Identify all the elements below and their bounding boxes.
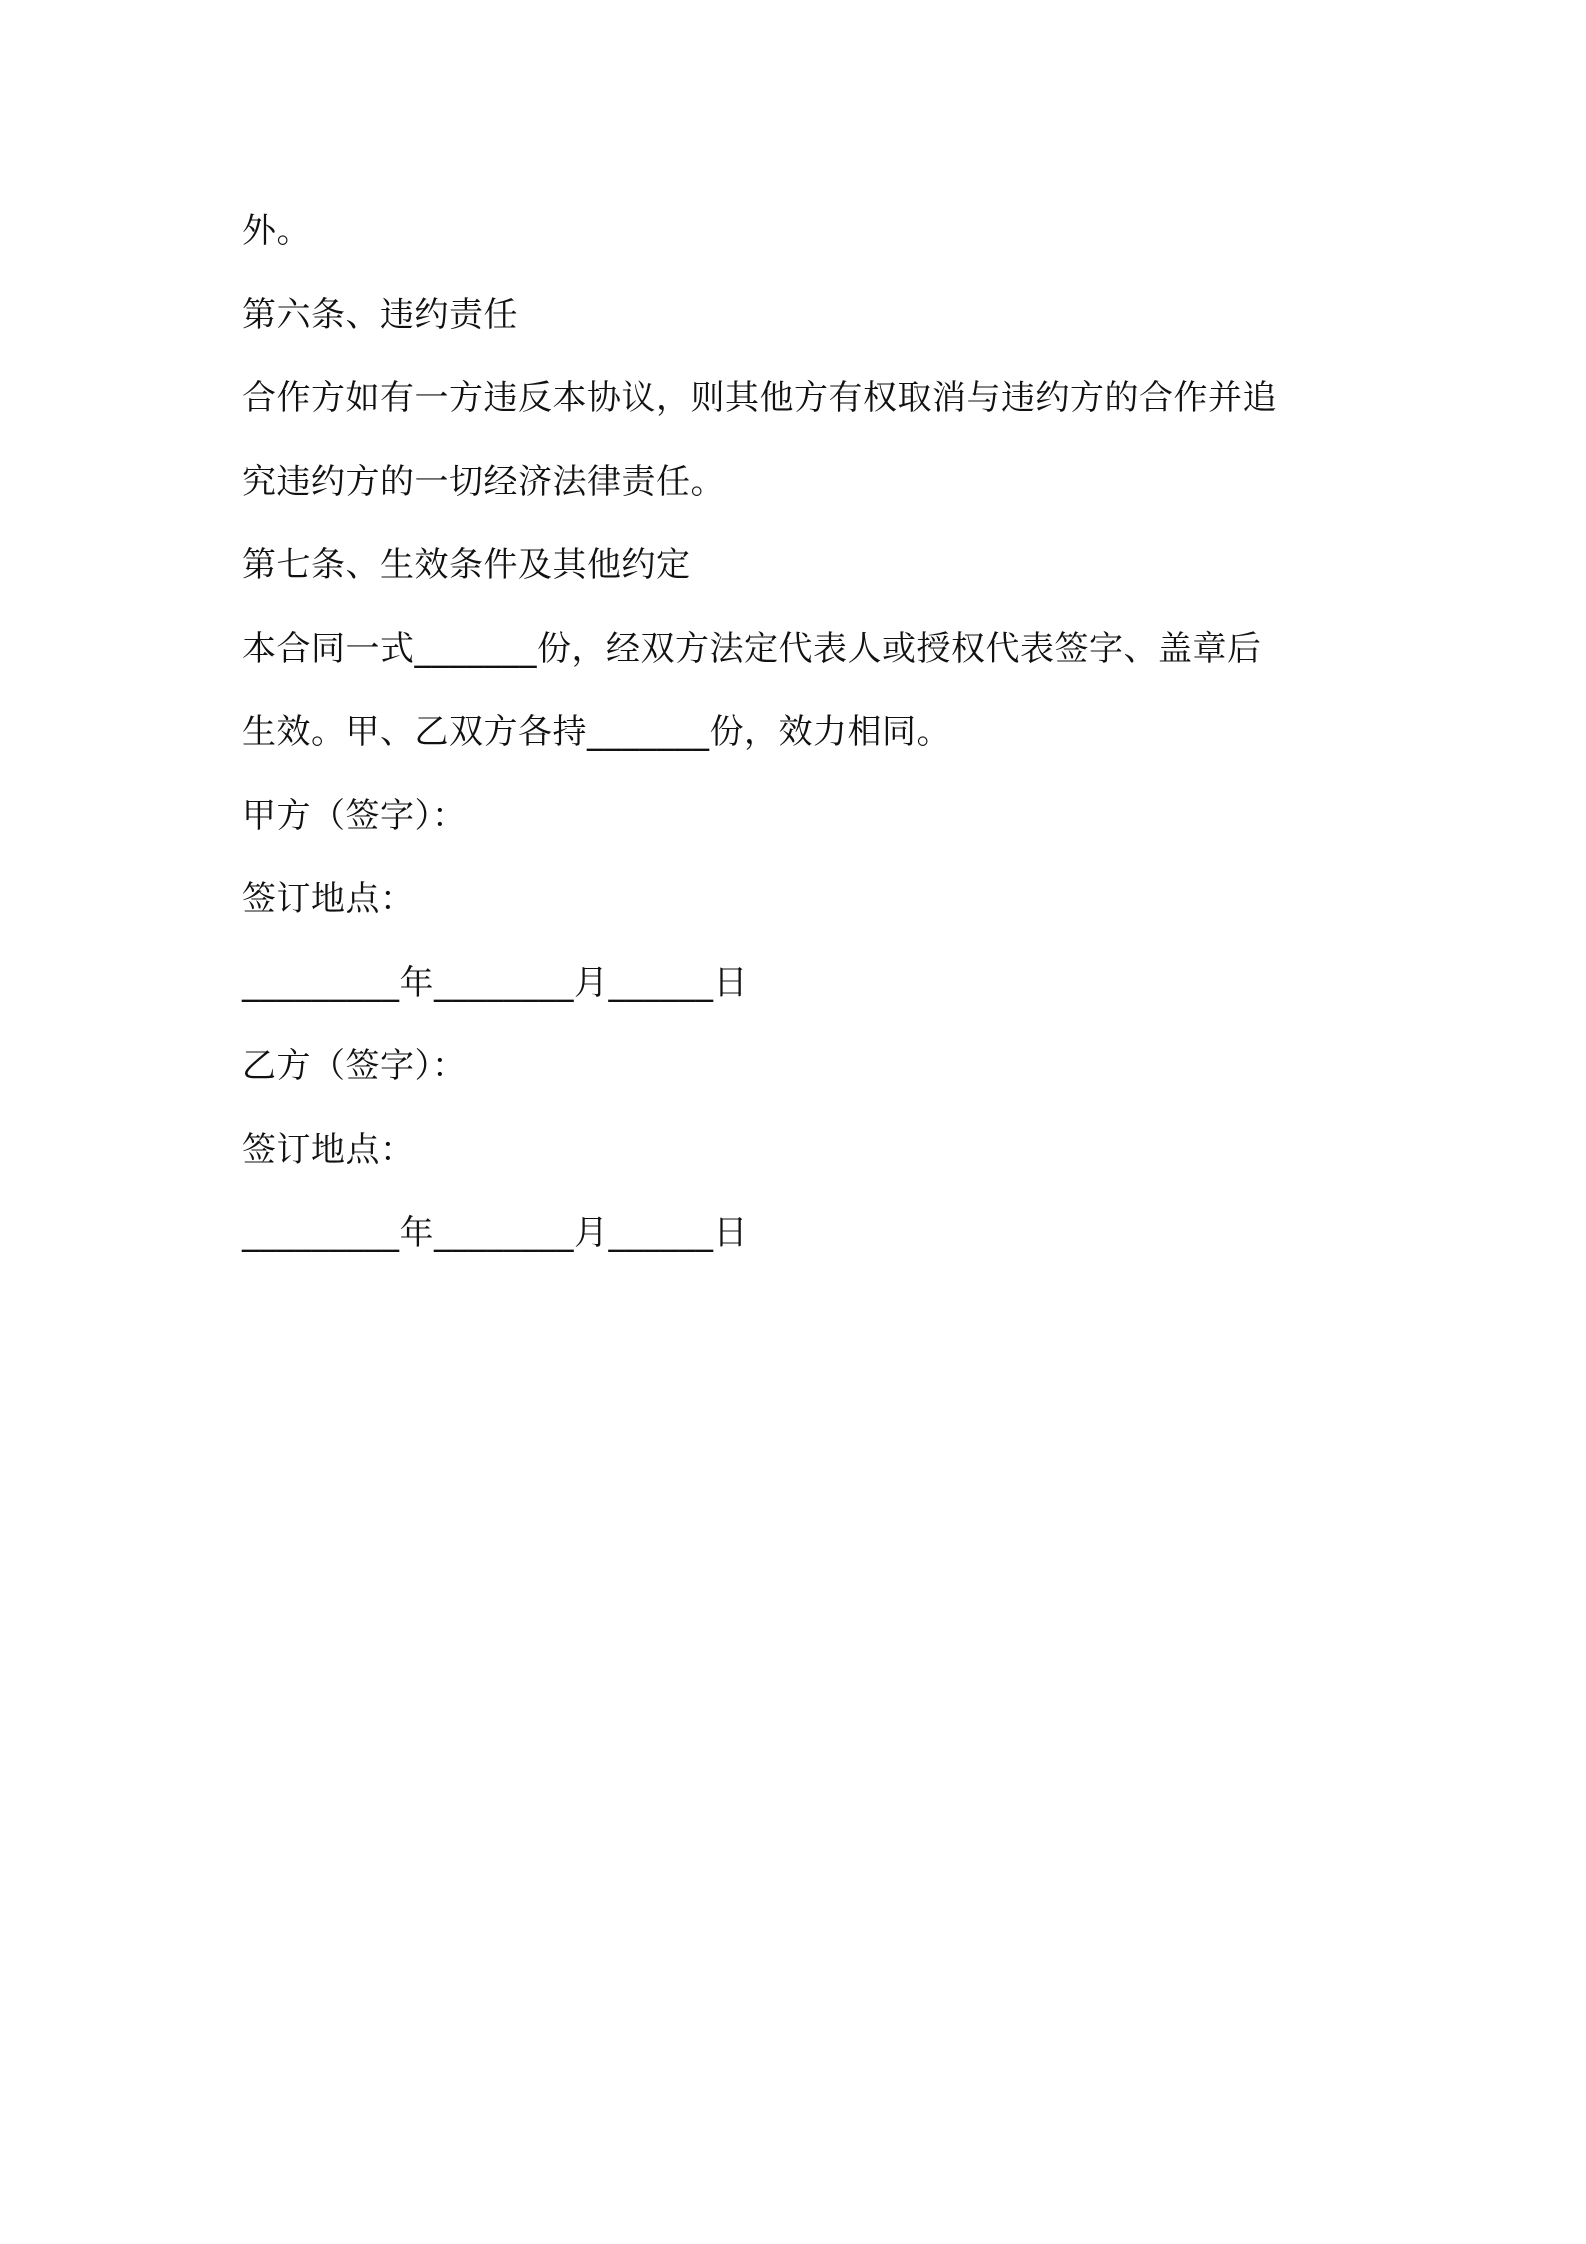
article-6-paragraph-line-1: 合作方如有一方违反本协议，则其他方有权取消与违约方的合作并追 [242,378,1277,418]
text-line-continuation: 外。 [242,211,311,251]
document-body [242,190,1362,1276]
party-a-signature-label: 甲方（签字）： [242,795,467,836]
article-6-heading: 第六条、违约责任 [242,294,518,335]
party-b-signature-label: 乙方（签字）： [242,1046,467,1086]
party-b-date-line: _________年________月______日 [242,1213,748,1253]
party-a-signing-location: 签订地点： [242,879,415,919]
article-6-paragraph-line-2: 究违约方的一切经济法律责任。 [242,461,725,502]
party-a-date-line: _________年________月______日 [242,962,748,1003]
article-7-paragraph-line-2: 生效。甲、乙双方各持_______份，效力相同。 [242,712,951,752]
party-b-signing-location: 签订地点： [242,1129,415,1170]
article-7-heading: 第七条、生效条件及其他约定 [242,545,691,585]
article-7-paragraph-line-1: 本合同一式_______份，经双方法定代表人或授权代表签字、盖章后 [242,628,1262,669]
